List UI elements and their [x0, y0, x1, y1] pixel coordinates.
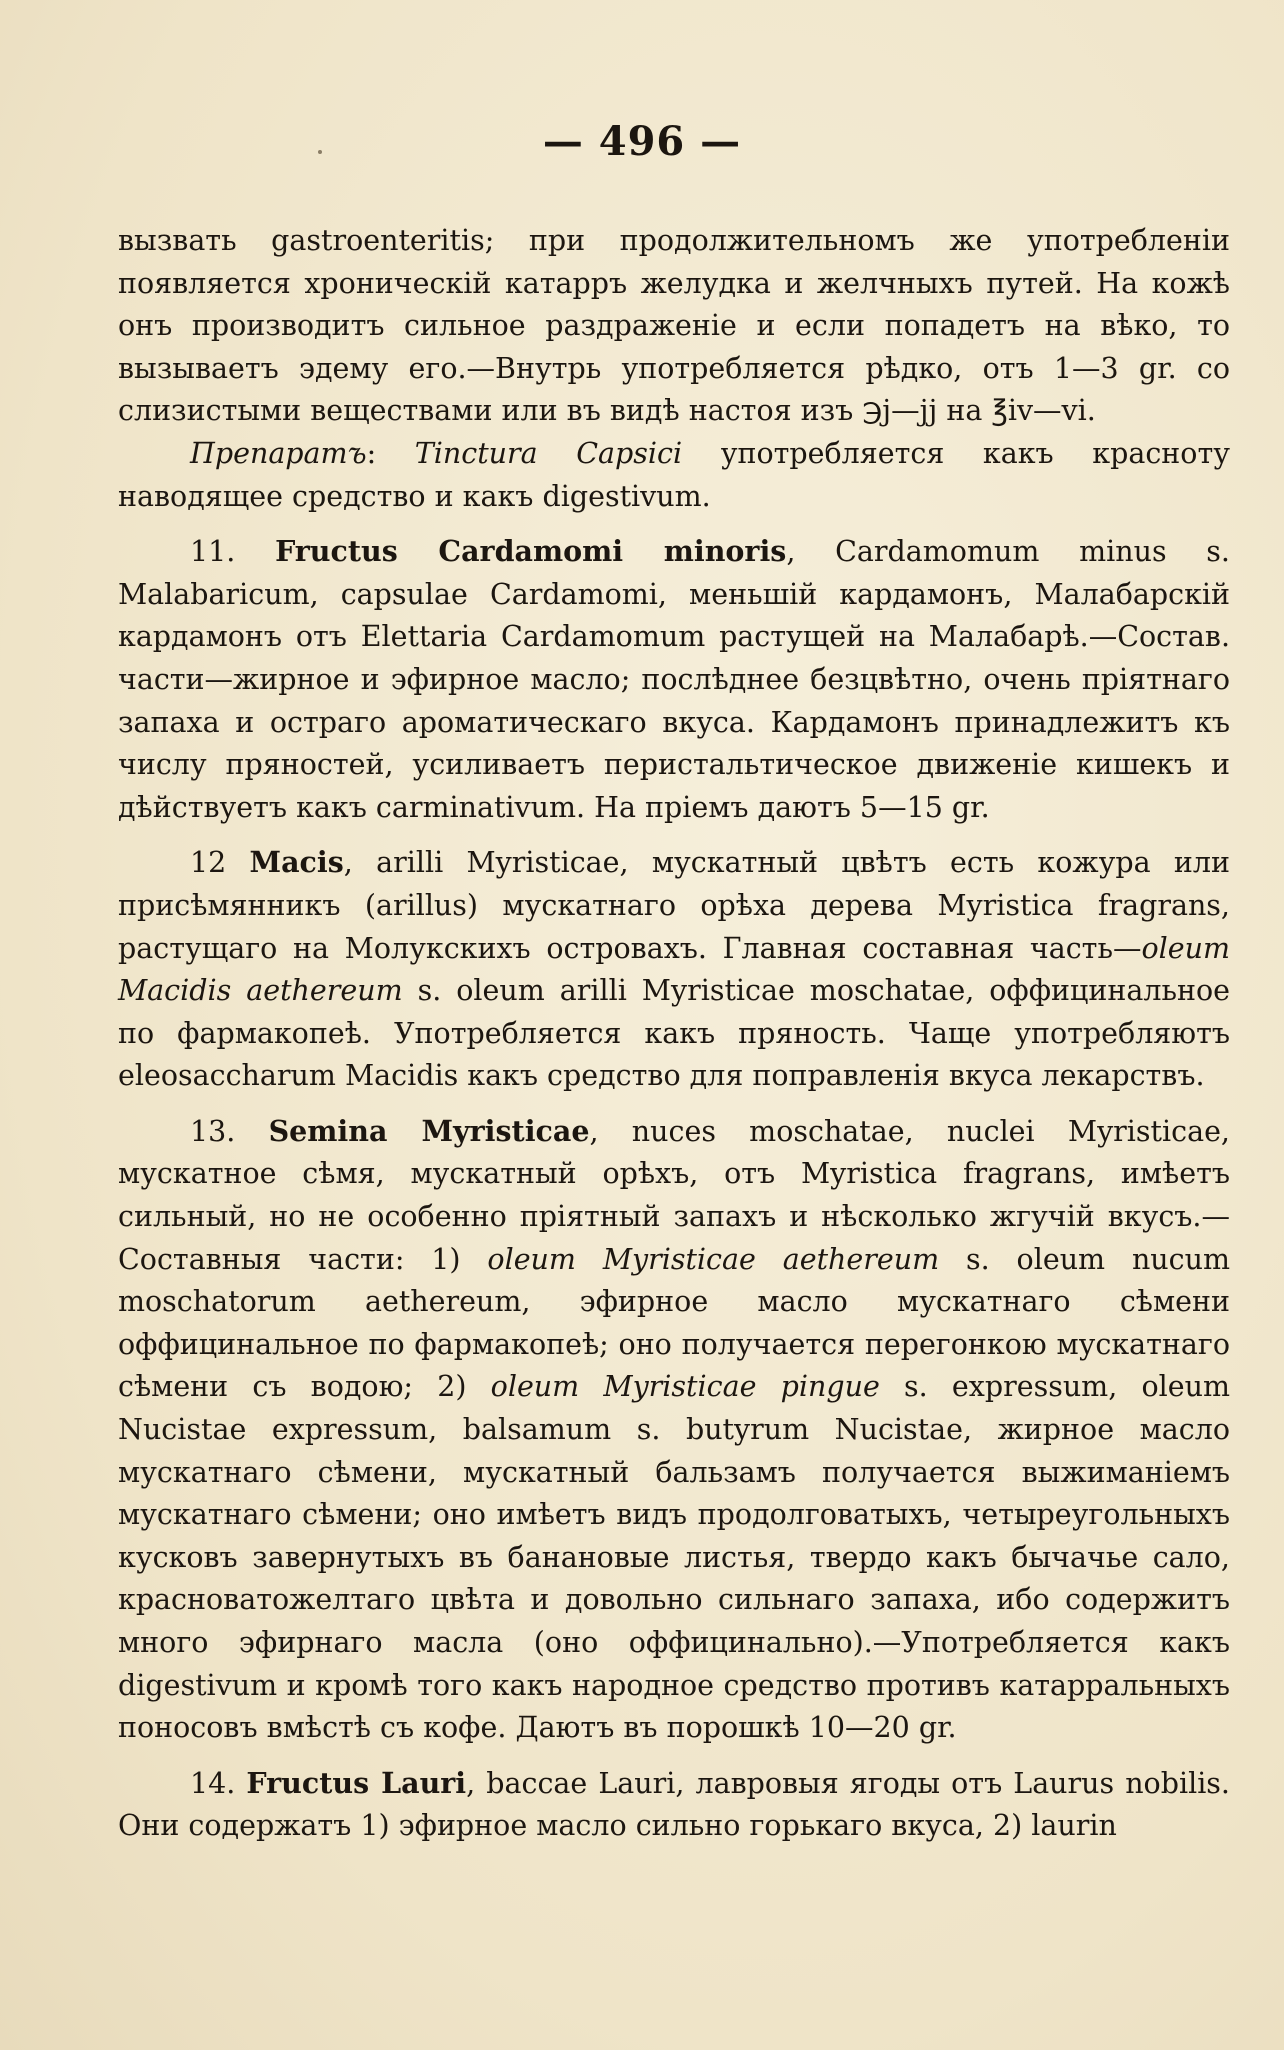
- paragraph-cont: [118, 220, 1230, 433]
- text-run: вызвать gastroenteritis; при продолжительномъ же употребленіи появляется хроническій катарръ желудка и желчныхъ путей. На кожѣ онъ производитъ сильное раздраженіе и если попадетъ на вѣко, то вызываетъ эдему его.—Внутрь употребляется рѣдко, отъ 1—3 gr. со слизистыми веществами или въ видѣ настоя изъ ℈j—jj на ℥iv—vi.: [118, 224, 1230, 428]
- paragraph-p12: [118, 841, 1230, 1098]
- text-run: Препаратъ: [190, 436, 367, 470]
- text-run: Semina Myristicae: [268, 1113, 590, 1148]
- text-run: Fructus Lauri: [246, 1765, 467, 1800]
- text-run: , arilli Myristicae, мускатный цвѣтъ есть кожура или присѣмянникъ (arillus) мускатнаго орѣха дерева Myristica fragrans, растущаго на Молукскихъ островахъ. Главная составная часть—: [118, 846, 1230, 965]
- text-run: s. oleum nucum moschatorum aethereum, эфирное масло мускатнаго сѣмени оффицинальное по фармакопеѣ; оно получается перегонкою мускатнаго сѣмени съ водою; 2): [118, 1242, 1230, 1404]
- text-run: Tinctura Capsici: [414, 436, 683, 470]
- paragraph-p11: [118, 530, 1230, 829]
- text-run: , Cardamomum minus s. Malabaricum, capsulae Cardamomi, меньшій кардамонъ, Малабарскій кардамонъ отъ Elettaria Cardamomum растущей на Малабарѣ.—Состав. части—жирное и эфирное масло; послѣднее безцвѣтно, очень пріятнаго запаха и остраго ароматическаго вкуса. Кардамонъ принадлежитъ къ числу пряностей, усиливаетъ перистальтическое движеніе кишекъ и дѣйствуетъ какъ carminativum. На пріемъ даютъ 5—15 gr.: [118, 535, 1230, 824]
- text-run: 14.: [190, 1766, 247, 1800]
- body-text: [118, 220, 1230, 1848]
- text-run: употребляется какъ красноту наводящее средство и какъ digestivum.: [118, 436, 1230, 513]
- text-run: s. oleum arilli Myristicae moschatae, оффицинальное по фармакопеѣ. Употребляется какъ пряность. Чаще употребляютъ eleosaccharum Macidis какъ средство для поправленія вкуса лекарствъ.: [118, 974, 1230, 1093]
- text-run: Macis: [249, 845, 344, 880]
- page-number: — 496 —: [542, 118, 742, 165]
- text-run: 13.: [190, 1114, 269, 1148]
- text-run: Fructus Cardamomi minoris: [275, 534, 787, 569]
- text-run: oleum Myristicae aethereum: [487, 1242, 940, 1276]
- text-run: oleum Macidis aethereum: [118, 931, 1230, 1008]
- paragraph-prep: [118, 433, 1230, 518]
- text-run: 11.: [190, 535, 276, 569]
- text-run: :: [366, 436, 415, 470]
- paragraph-p13: [118, 1110, 1230, 1750]
- text-run: 12: [190, 846, 250, 880]
- paragraph-p14: [118, 1762, 1230, 1848]
- text-run: , nuces moschatae, nuclei Myristicae, мускатное сѣмя, мускатный орѣхъ, отъ Myristica fragrans, имѣетъ сильный, но не особенно пріятный запахъ и нѣсколько жгучій вкусъ.—Составныя части: 1): [118, 1114, 1230, 1276]
- text-run: , baccae Lauri, лавровыя ягоды отъ Laurus nobilis. Они содержатъ 1) эфирное масло сильно горькаго вкуса, 2) laurin: [118, 1766, 1230, 1843]
- text-run: s. expressum, oleum Nucistae expressum, balsamum s. butyrum Nucistae, жирное масло мускатнаго сѣмени, мускатный бальзамъ получается выжиманіемъ мускатнаго сѣмени; оно имѣетъ видъ продолговатыхъ, четыреугольныхъ кусковъ завернутыхъ въ банановые листья, твердо какъ бычачье сало, красноватожелтаго цвѣта и довольно сильнаго запаха, ибо содержитъ много эфирнаго масла (оно оффицинально).—Употребляется какъ digestivum и кромѣ того какъ народное средство противъ катарральныхъ поносовъ вмѣстѣ съ кофе. Даютъ въ порошкѣ 10—20 gr.: [118, 1370, 1230, 1745]
- text-run: oleum Myristicae pingue: [490, 1370, 880, 1404]
